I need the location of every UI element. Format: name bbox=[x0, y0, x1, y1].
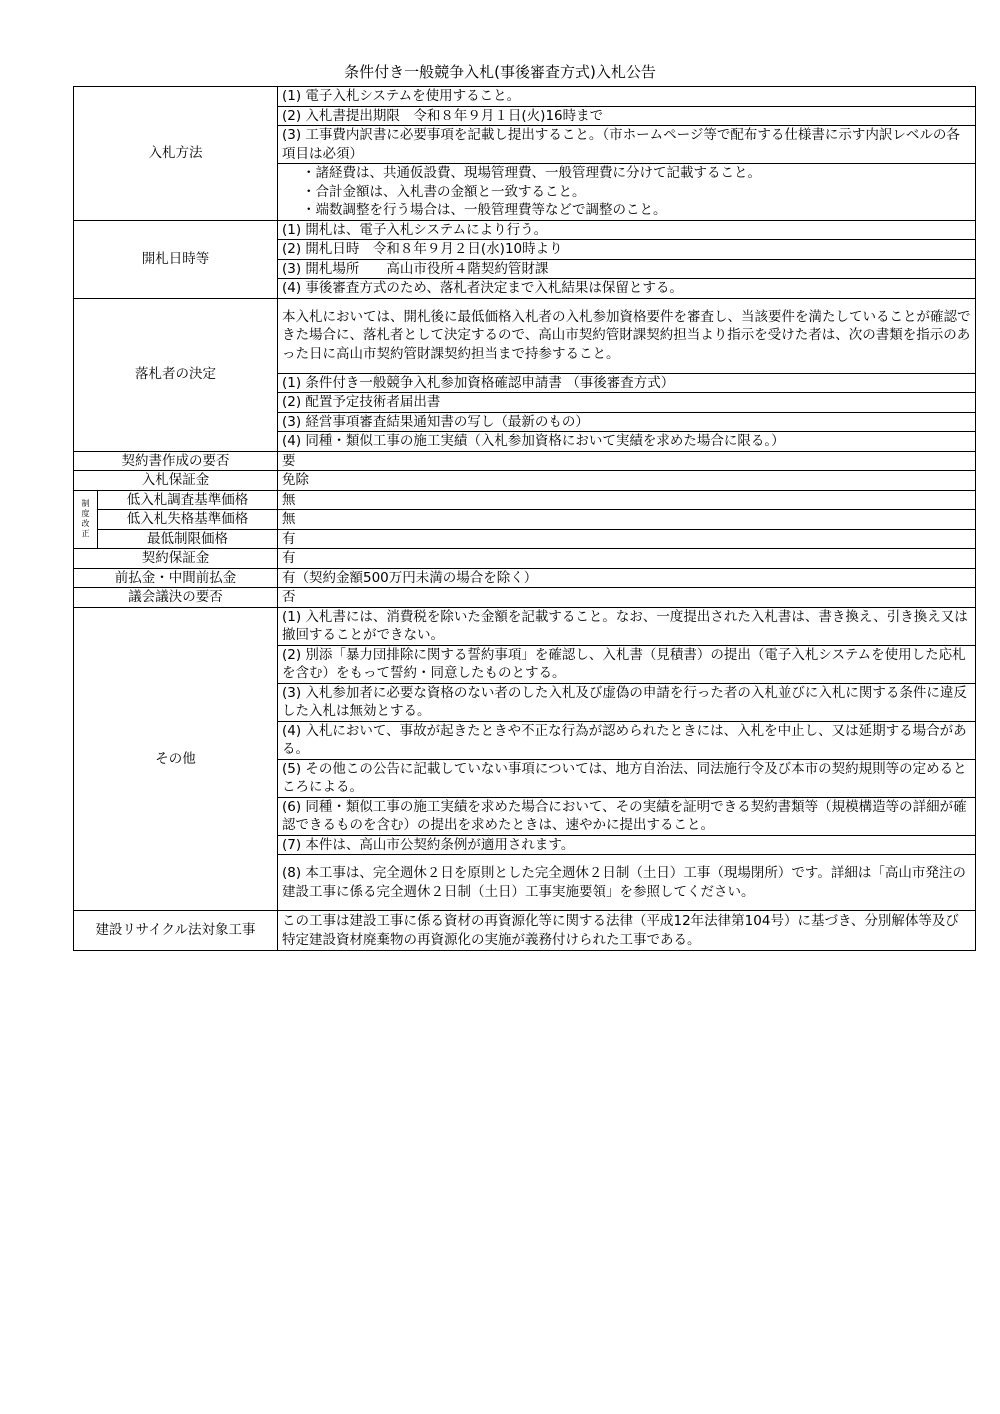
system-revision-char: 正 bbox=[81, 529, 90, 539]
bid-bond-label: 入札保証金 bbox=[74, 471, 278, 491]
other-item-2: (2) 別添「暴力団排除に関する誓約事項」を確認し、入札書（見積書）の提出（電子入札システムを使用した応札を含む）をもって誓約・同意したものとする。 bbox=[278, 645, 976, 683]
other-item-8: (8) 本工事は、完全週休２日を原則とした完全週休２日制（土日）工事（現場閉所）です。詳細は「高山市発注の建設工事に係る完全週休２日制（土日）工事実施要領」を参照してください。 bbox=[278, 855, 976, 911]
bidding-subitem: ・合計金額は、入札書の金額と一致すること。 bbox=[302, 183, 586, 200]
winner-item-3: (3) 経営事項審査結果通知書の写し（最新のもの） bbox=[278, 412, 976, 432]
contract-doc-label: 契約書作成の要否 bbox=[74, 451, 278, 471]
system-revision-char: 度 bbox=[81, 509, 90, 519]
opening-item-4: (4) 事後審査方式のため、落札者決定まで入札結果は保留とする。 bbox=[278, 279, 976, 299]
low-bid-survey-label: 低入札調査基準価格 bbox=[98, 490, 278, 510]
advance-value: 有（契約金額500万円未満の場合を除く） bbox=[278, 568, 976, 588]
other-item-6: (6) 同種・類似工事の施工実績を求めた場合において、その実績を証明できる契約書類等（規模構造等の詳細が確認できるものを含む）の提出を求めたときは、速やかに提出すること。 bbox=[278, 797, 976, 835]
min-price-value: 有 bbox=[278, 529, 976, 549]
bidding-item-3: (3) 工事費内訳書に必要事項を記載し提出すること。（市ホームページ等で配布する仕様書に示す内訳レベルの各項目は必須） bbox=[278, 126, 976, 164]
council-value: 否 bbox=[278, 588, 976, 608]
contract-bond-value: 有 bbox=[278, 549, 976, 569]
other-item-3: (3) 入札参加者に必要な資格のない者のした入札及び虚偽の申請を行った者の入札並びに入札に関する条件に違反した入札は無効とする。 bbox=[278, 683, 976, 721]
low-bid-survey-value: 無 bbox=[278, 490, 976, 510]
page-title: 条件付き一般競争入札(事後審査方式)入札公告 bbox=[344, 63, 656, 81]
bidding-subitem: ・端数調整を行う場合は、一般管理費等などで調整のこと。 bbox=[302, 202, 667, 218]
opening-item-3: (3) 開札場所 高山市役所４階契約管財課 bbox=[278, 259, 976, 279]
bidding-subitem: ・諸経費は、共通仮設費、現場管理費、一般管理費に分けて記載すること。 bbox=[302, 165, 761, 181]
other-item-1: (1) 入札書には、消費税を除いた金額を記載すること。なお、一度提出された入札書は、書き換え、引き換え又は撤回することができない。 bbox=[278, 607, 976, 645]
bidding-method-label: 入札方法 bbox=[74, 87, 278, 221]
opening-item-1: (1) 開札は、電子入札システムにより行う。 bbox=[278, 220, 976, 240]
recycle-label: 建設リサイクル法対象工事 bbox=[74, 911, 278, 951]
bidding-item-2: (2) 入札書提出期限 令和８年９月１日(火)16時まで bbox=[278, 106, 976, 126]
opening-label: 開札日時等 bbox=[74, 220, 278, 298]
other-label: その他 bbox=[74, 607, 278, 911]
winner-label: 落札者の決定 bbox=[74, 298, 278, 451]
advance-label: 前払金・中間前払金 bbox=[74, 568, 278, 588]
winner-intro: 本入札においては、開札後に最低価格入札者の入札参加資格要件を審査し、当該要件を満たしていることが確認できた場合に、落札者として決定するので、高山市契約管財課契約担当より指示を受けた者は、次の書類を指示のあった日に高山市契約管財課契約担当まで持参すること。 bbox=[278, 298, 976, 373]
contract-doc-value: 要 bbox=[278, 451, 976, 471]
winner-item-1: (1) 条件付き一般競争入札参加資格確認申請書 （事後審査方式） bbox=[278, 373, 976, 393]
recycle-value: この工事は建設工事に係る資材の再資源化等に関する法律（平成12年法律第104号）に基づき、分別解体等及び特定建設資材廃棄物の再資源化の実施が義務付けられた工事である。 bbox=[278, 911, 976, 951]
system-revision-text bbox=[74, 499, 97, 539]
bid-bond-value: 免除 bbox=[278, 471, 976, 491]
low-bid-fail-value: 無 bbox=[278, 510, 976, 530]
low-bid-fail-label: 低入札失格基準価格 bbox=[98, 510, 278, 530]
winner-item-2: (2) 配置予定技術者届出書 bbox=[278, 393, 976, 413]
opening-item-2: (2) 開札日時 令和８年９月２日(水)10時より bbox=[278, 240, 976, 260]
system-revision-label bbox=[74, 490, 98, 549]
other-item-7: (7) 本件は、高山市公契約条例が適用されます。 bbox=[278, 835, 976, 855]
contract-bond-label: 契約保証金 bbox=[74, 549, 278, 569]
bidding-subitems bbox=[278, 164, 976, 221]
min-price-label: 最低制限価格 bbox=[98, 529, 278, 549]
other-item-5: (5) その他この公告に記載していない事項については、地方自治法、同法施行令及び本市の契約規則等の定めるところによる。 bbox=[278, 759, 976, 797]
notice-table bbox=[73, 86, 976, 951]
winner-item-4: (4) 同種・類似工事の施工実績（入札参加資格において実績を求めた場合に限る。） bbox=[278, 432, 976, 452]
other-item-4: (4) 入札において、事故が起きたときや不正な行為が認められたときには、入札を中止し、又は延期する場合がある。 bbox=[278, 721, 976, 759]
bidding-item-1: (1) 電子入札システムを使用すること。 bbox=[278, 87, 976, 107]
council-label: 議会議決の要否 bbox=[74, 588, 278, 608]
system-revision-char: 改 bbox=[81, 519, 90, 529]
system-revision-char: 制 bbox=[81, 499, 90, 509]
